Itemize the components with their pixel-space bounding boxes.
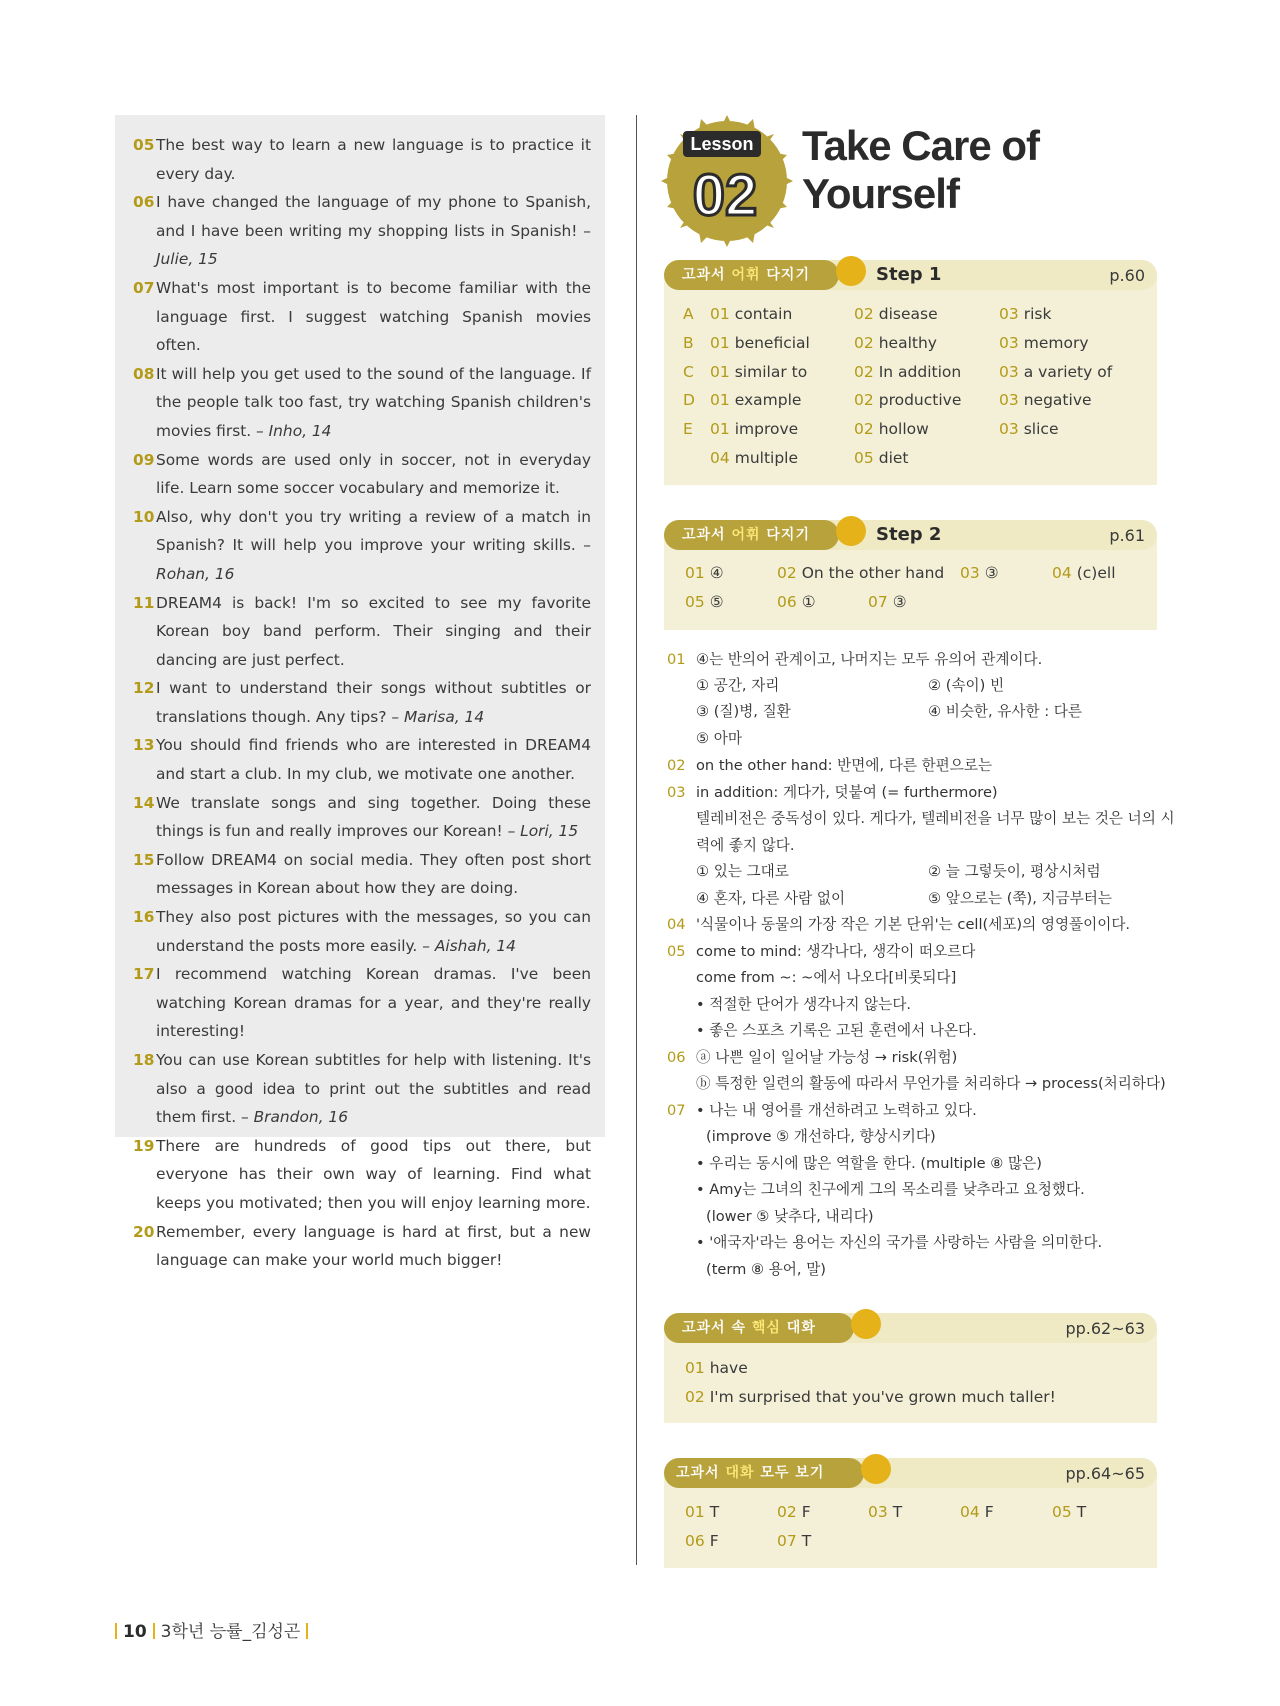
reading-text-panel [115, 115, 605, 1270]
column-divider [636, 115, 637, 1565]
section-title: 고과서 대화 모두 보기 [676, 1465, 825, 1481]
list-item: 05 The best way to learn a new language is to practice it every day. [133, 136, 591, 183]
dot-icon [836, 256, 866, 286]
list-item: 10 Also, why don't you try writing a review of a match in Spanish? It will help you improve your writing skills. – Rohan, 16 [133, 507, 591, 583]
step-label: Step 1 [876, 264, 942, 285]
page-ref: p.61 [1109, 526, 1145, 545]
page-number: 10 [123, 1622, 147, 1642]
list-item: 14 We translate songs and sing together. Doing these things is fun and really improves our Korean! – Lori, 15 [133, 793, 591, 841]
lesson-title: Take Care of Yourself [802, 122, 1039, 217]
list-item: 11 DREAM4 is back! I'm so excited to see my favorite Korean boy band perform. Their singing and their dancing are just perfect. [133, 593, 591, 669]
lesson-number: 02 [692, 163, 758, 228]
list-item: 20 Remember, every language is hard at first, but a new language can make your world much bigger! [133, 1222, 591, 1270]
list-item: 19 There are hundreds of good tips out there, but everyone has their own way of learning. Find what keeps you motivated; then you will enjoy learning more. [133, 1136, 591, 1212]
list-item: 17 I recommend watching Korean dramas. I've been watching Korean dramas for a year, and they're really interesting! [133, 965, 591, 1041]
footer-subtitle: 3학년 능률_김성곤 [160, 1622, 301, 1642]
list-item: 08 It will help you get used to the sound of the language. If the people talk too fast, try watching Spanish children's movies first. – Inho, 14 [133, 364, 591, 440]
list-item: 16 They also post pictures with the messages, so you can understand the posts more easily. – Aishah, 14 [133, 908, 591, 955]
dialog-core-header [664, 1313, 1157, 1343]
list-item: 09 Some words are used only in soccer, not in everyday life. Learn some soccer vocabulary and memorize it. [133, 450, 591, 498]
step1-header [664, 260, 1157, 290]
list-item: 15 Follow DREAM4 on social media. They often post short messages in Korean about how they are doing. [133, 850, 591, 898]
step-label: Step 2 [876, 524, 942, 545]
reading-text-list [133, 131, 591, 1275]
list-item: 13 You should find friends who are interested in DREAM4 and start a club. In my club, we motivate one another. [133, 736, 591, 784]
dot-icon [836, 516, 866, 546]
list-item: 07 What's most important is to become familiar with the language first. I suggest watching Spanish movies often. [133, 278, 591, 355]
dialog-all-header [664, 1458, 1157, 1488]
step2-header [664, 520, 1157, 550]
dot-icon [851, 1309, 881, 1339]
lesson-badge-icon [659, 111, 795, 247]
list-item: 12 I want to understand their songs without subtitles or translations though. Any tips? – Marisa, 14 [133, 679, 591, 726]
section-title: 고과서 속 핵심 대화 [682, 1320, 816, 1336]
section-title: 고과서 어휘 다지기 [682, 527, 810, 543]
page-ref: pp.64~65 [1065, 1464, 1145, 1483]
list-item: 06 I have changed the language of my phone to Spanish, and I have been writing my shopping lists in Spanish! – Julie, 15 [133, 193, 591, 269]
dot-icon [861, 1454, 891, 1484]
lesson-label: Lesson [690, 134, 754, 154]
page-footer [115, 1617, 308, 1642]
list-item: 18 You can use Korean subtitles for help with listening. It's also a good idea to print out the subtitles and read them first. – Brandon, 16 [133, 1051, 591, 1127]
section-title: 고과서 어휘 다지기 [682, 267, 810, 283]
page-ref: p.60 [1109, 266, 1145, 285]
page-ref: pp.62~63 [1065, 1319, 1145, 1338]
